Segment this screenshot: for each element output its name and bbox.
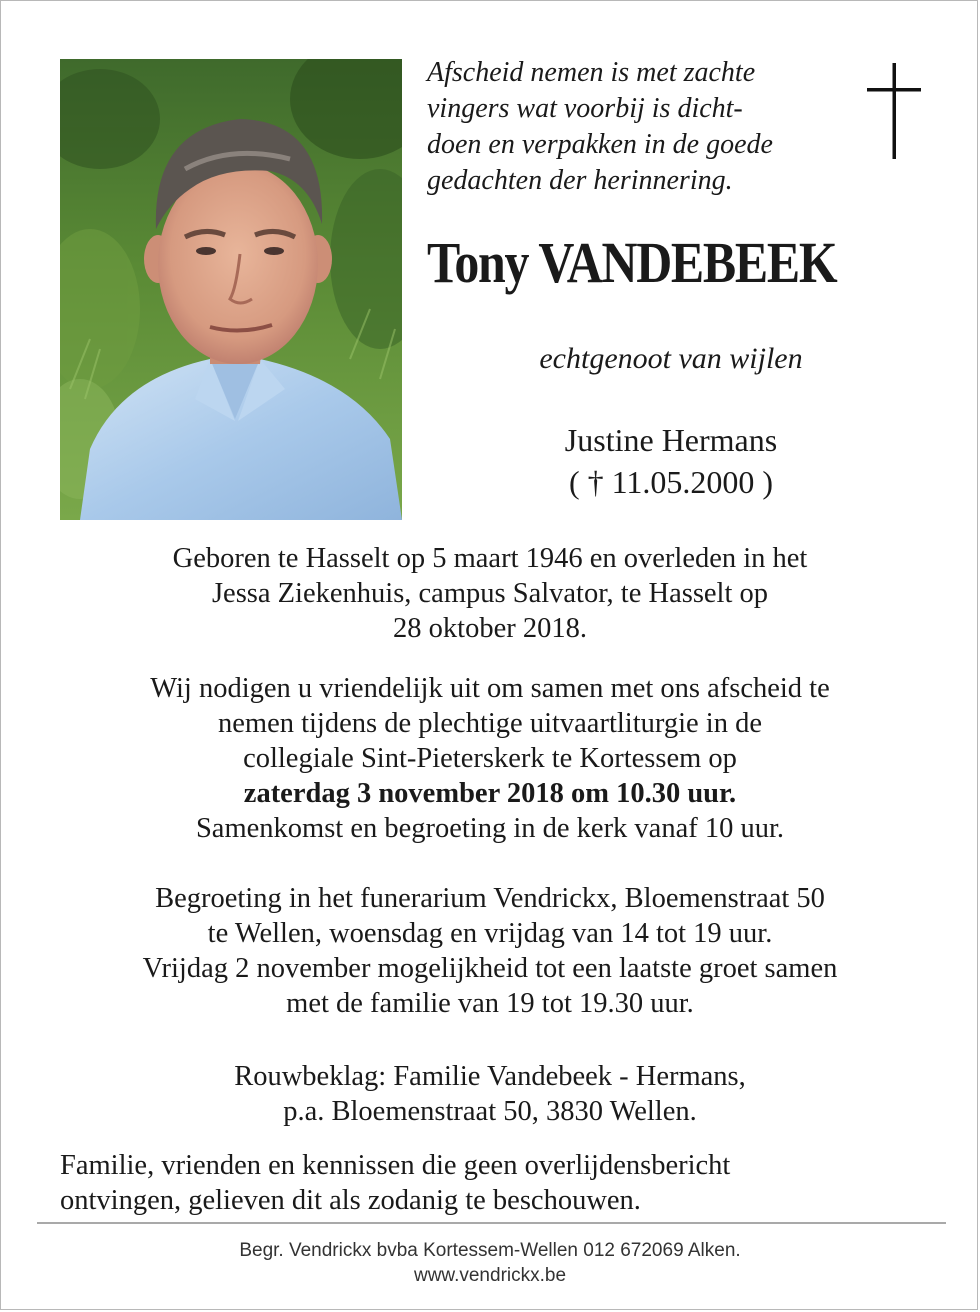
notice-paragraph <box>60 1148 960 1218</box>
text-line: Begroeting in het funerarium Vendrickx, Bloemenstraat 50 <box>155 883 825 914</box>
text-line: met de familie van 19 tot 19.30 uur. <box>286 988 694 1019</box>
text-line: Jessa Ziekenhuis, campus Salvator, te Hasselt op <box>211 578 769 609</box>
funeral-paragraph <box>31 671 949 846</box>
spouse-death-date: ( † 11.05.2000 ) <box>568 464 774 500</box>
cross-icon <box>867 63 921 159</box>
text-line: nemen tijdens de plechtige uitvaartliturgie in de <box>218 708 762 739</box>
portrait-image <box>60 59 402 520</box>
deceased-name: Tony VANDEBEEK <box>427 230 837 295</box>
text-line: Vrijdag 2 november mogelijkheid tot een laatste groet samen <box>142 953 838 984</box>
text-line: ontvingen, gelieven dit als zodanig te beschouwen. <box>60 1185 641 1216</box>
poem-line: doen en verpakken in de goede <box>427 129 773 160</box>
divider <box>37 1222 946 1224</box>
birth-death-paragraph <box>31 541 949 646</box>
text-line: Rouwbeklag: Familie Vandebeek - Hermans, <box>234 1061 746 1092</box>
portrait-photo <box>60 59 402 520</box>
spouse-relation: echtgenoot van wijlen <box>539 342 803 375</box>
spouse-name: Justine Hermans <box>564 422 778 458</box>
poem-line: gedachten der herinnering. <box>427 165 733 196</box>
text-line: Geboren te Hasselt op 5 maart 1946 en overleden in het <box>172 543 808 574</box>
viewing-paragraph <box>31 881 949 1021</box>
text-line: 28 oktober 2018. <box>393 613 587 644</box>
mourning-paragraph <box>31 1059 949 1129</box>
text-line: collegiale Sint-Pieterskerk te Kortessem op <box>243 743 737 774</box>
text-line: te Wellen, woensdag en vrijdag van 14 tot 19 uur. <box>207 918 773 949</box>
text-line: Wij nodigen u vriendelijk uit om samen met ons afscheid te <box>150 673 830 704</box>
poem-line: Afscheid nemen is met zachte <box>427 57 756 88</box>
footer-website[interactable]: www.vendrickx.be <box>413 1265 567 1286</box>
memorial-poem <box>427 55 847 199</box>
footer-undertaker: Begr. Vendrickx bvba Kortessem-Wellen 012 672069 Alken. <box>239 1240 741 1261</box>
gathering-line: Samenkomst en begroeting in de kerk vanaf 10 uur. <box>195 813 785 844</box>
text-line: p.a. Bloemenstraat 50, 3830 Wellen. <box>283 1096 697 1127</box>
funeral-date: zaterdag 3 november 2018 om 10.30 uur. <box>243 778 737 809</box>
text-line: Familie, vrienden en kennissen die geen overlijdensbericht <box>60 1150 731 1181</box>
poem-line: vingers wat voorbij is dicht- <box>427 93 743 124</box>
